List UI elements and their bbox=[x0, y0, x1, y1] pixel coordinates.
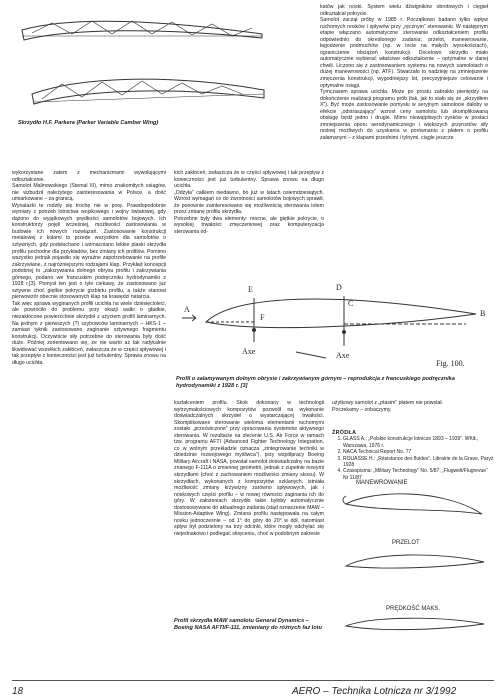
fig-100-figure bbox=[176, 262, 494, 394]
parker-wing-figure bbox=[12, 6, 278, 134]
fig-100-label-e: E bbox=[248, 285, 253, 294]
maw-label-predkosc: PRĘDKOŚĆ MAKS. bbox=[386, 606, 441, 612]
fig-100-label-axe-2: Axe bbox=[336, 351, 350, 360]
column-2-upper-text: kich zakłóceń, zwłaszcza że w części spływowej i tak przepływ z konieczności jest już turbulentny. Sprawa znowu na długo ucichła. „Odżyła” całkiem niedawno, bo już w latach osiemdziesiątych. Wzrost wymagań co do zwrotności samolotów bojowych sprawił, że ponownie zainteresowano się możliwością sterowania lotem przez zmianę profilu skrzydła. Potrzebne były dwa elementy: mocne, ale giętkie pokrycie, o wysokiej trwałości zmęczeniowej oraz komputeryzacja sterowania od- bbox=[174, 170, 324, 235]
sources-heading: ŹRÓDŁA bbox=[332, 430, 357, 436]
fig-100-label-d: D bbox=[336, 283, 342, 292]
page-number: 18 bbox=[12, 686, 24, 697]
maw-drawing bbox=[332, 474, 494, 664]
fig-100-caption: Profil o zalamywanym dolnym obrysie i zakrzywianym górnym – reprodukcja z francuskiego podręcznika hydrodynamiki z 1928 r. [3] bbox=[176, 376, 455, 389]
source-item: 4. Czasopisma: „Military Technology” No. 5/87, „Flugwelt/Flugrevue” Nr 11/87 bbox=[343, 468, 494, 481]
fig-100-label-f: F bbox=[260, 313, 265, 322]
parker-wing-caption: Skrzydło H.F. Parkera (Parker Variable Camber Wing) bbox=[18, 120, 159, 126]
fig-100-drawing bbox=[176, 262, 494, 374]
source-item: 1. GLASS A.: „Polskie konstrukcje lotnicze 1893 – 1939”. WKiŁ, Warszawa, 1976 r. bbox=[343, 436, 494, 449]
column-1-text: wykorzystane zatem z mechanizmami wywołującymi odkształcenie. Samolot Malinowskiego (Stemal III), mimo znakomitych osiągów, nie wzbudził należytego zainteresowania w Polsce, a dość umiarkowane – za granicą. Wynalazki te rodziły się trochę nie w porę. Prawdopodobnie wymiary z potrzeb lotnictwa wojskowego i wojny światowej, gdy dążono do wyjątkowych prędkości samolotów bojowych. Ich konstruktorzy pojęli wcześniej, możliwości zastosowania w budowie ich nowych rozwiązań. Zastosowanie konstrukcji metalowej z kołami to przede wszystkim dla samolotów o sztywnych, gdy podsłuchano i wzmacniano lekkie plaski skrzydła profilu pochodne dla przykładów, bez zmiany ich profilów. Pomimo wszystko jednak pojawiło się wyraźne zapotrzebowanie na profile zakrzywiane, z najróżniejszymi rodzajami klap. Przykład koncepcji podobnej to „zakrzywiania dolnego obrysu profilu i zakrzywiania górnego, podano we francuskim podręczniku hydrodynamiki z 1928 r.[3]. Pomysł ten jest o tyle ciekawy, że zastosowano już sztywne choć giętkie pokrycie grzbietu profilu, a także stanowi pierwowzór obecnie stosowanych klap na krawędzi natarcia. Tak więc sprawa wyginanych profili ucichła na wiele dziesięcioleci, ale powróciło do problemu przy okazji walki o gładkie, niezakłócone powierzchnie skrzydeł z użyciem profili laminarnych. Na jednym z pierwszych (?) szybowców laminarnych – HKS-1 – zamiast tyknik zastosowano zaginanie sztywnego fragmentu konstrukcji. Oczywiście siły potrzebne do sterowania były dość duże. Później zorientowano się, że nie warto aż tak radykalnie likwidować wszelkich zakłóceń, zwłaszcza że w części spływowej i tak przepływ z konieczności jest już turbulentny. Sprawa znowu na długo ucichła. bbox=[12, 170, 166, 366]
maw-label-przelot: PRZELOT bbox=[392, 540, 420, 546]
footer-rule bbox=[12, 680, 494, 681]
fig-100-label-b: B bbox=[480, 309, 486, 318]
fig-100-label-a: A bbox=[184, 305, 190, 314]
maw-figure bbox=[332, 474, 494, 664]
maw-caption: Profil skrzydła MAW samolotu General Dynamics – Boeing NASA AFTI/F-111, zmieniany do różnych faz lotu bbox=[174, 618, 322, 631]
parker-wing-drawing bbox=[12, 6, 278, 134]
source-item: 2. NACA Technical Report No. 77 bbox=[343, 449, 494, 455]
right-column-top-text: katów jak noski. System wielu dźwigników obrotowych i cięgieł odkształcał pokrycie. Samolot zaczął próby w 1985 r. Początkowo badano tylko wpływ ruchomych nosków i spływów przy „ręcznym” sterowaniu. W następnym etapie włączano automatyczne sterowanie odkształceniem profilu odpowiednio do określonego zadania; przelot, manewrowanie, łagodzenie podmuchów (np. w locie na małych wysokościach), ograniczenie obciążeń konstrukcji. Docelowo skrzydło miało automatycznie wybierać właściwe odkształcenie – optymalne w danej chwili. Liczono się z zastosowaniem systemu na nowych samolotach o dużej manewrowości (np. ATF). Stwarzało to nadzieję na zmniejszenie zmęczenia konstrukcji, wygodniejszy lot, precyzyjniejsze celowanie i optymalne osiągi. Tymczasem sprawa ucichła. Może po prostu zabrakło pieniędzy na dokończenie realizacji programu prób (tak, jak to stało się ze „skrzydłem X”). Być może zastosowanie pomysłu w seryjnym samolocie dałoby w efekcie „odstraszający” wzrost ceny samolotu lub skomplikowaną obsługę będź jedno i drugie. Mimo niewątpliwych zysków w postaci zmniejszenia oporu aerodynamicznego i większych przyrostów siły nośnej możliwych do uzyskania w porównaniu z płatem o profilu załamanym – z klapami przednimi i tylnymi, ciągle jeszcze bbox=[320, 4, 488, 141]
fig-100-label-c: C bbox=[348, 299, 354, 308]
column-2-lower-text: kształceniem profilu. Skok dokonany w technologii wytrzymałościowych kompozytów pozwolił na wykonanie doświadczalnych skrzydeł o wystarczającej trwałości. Skomplikowane sterowanie wieloma elementami ruchomymi zostało „przećwiczone” przy opracowaniu systemów aktywnego sterowania. W rezultacie na zlecenie U.S. Air Force w ramach tzw. programu AFTI (Advanced Fighter Technology Integration, co w wolnym przekładzie oznacza „zintegrowanie techniki w dziedzinie rozwojowego myśliwca”), przy współpracy Boeing Military Aircraft i NASA, powstał samolot doświadczalny na bazie znanego F-111A o zmiennej geometrii, jednak z zupełnie nowymi skrzydłami (choć z zachowaniem możliwości zmiany skosu). W skrzydłach, wykonanych z kompozytów szklanych, istniała możliwość zmiany krzywizny zarówno spływowych, jak i noskowych części profilu – w nowej równości zaginania ich do góry. W założeniach skrzydło takie byłoby automatycznie dostosowywane do aktualnego zadania (stąd oznaczenie MAW – Mission-Adaptive Wing). Zmiana profilu następowała na całym nosku jednocześnie – od 1° do góry do 20° w dół, natomiast spływ był podzielony na trzy odcinki, które mogły odchylać się niejednakowo i podlegać skręceniu, choć w podobnym zakresie bbox=[174, 400, 324, 537]
column-3-text: użytkowy samolot z „ptasim” płatem nie powstał. Poczekamy – zobaczymy. bbox=[332, 400, 443, 413]
fig-100-label-number: Fig. 100. bbox=[436, 359, 465, 368]
source-item: 3. ROUASSE H.: „Résistance des fluides”, Librairie de la Grave, Paryż 1928 bbox=[343, 456, 494, 469]
fig-100-label-axe-1: Axe bbox=[242, 347, 256, 356]
maw-label-manewrowanie: MANEWROWANIE bbox=[356, 480, 408, 486]
footer-title: AERO – Technika Lotnicza nr 3/1992 bbox=[292, 686, 457, 697]
